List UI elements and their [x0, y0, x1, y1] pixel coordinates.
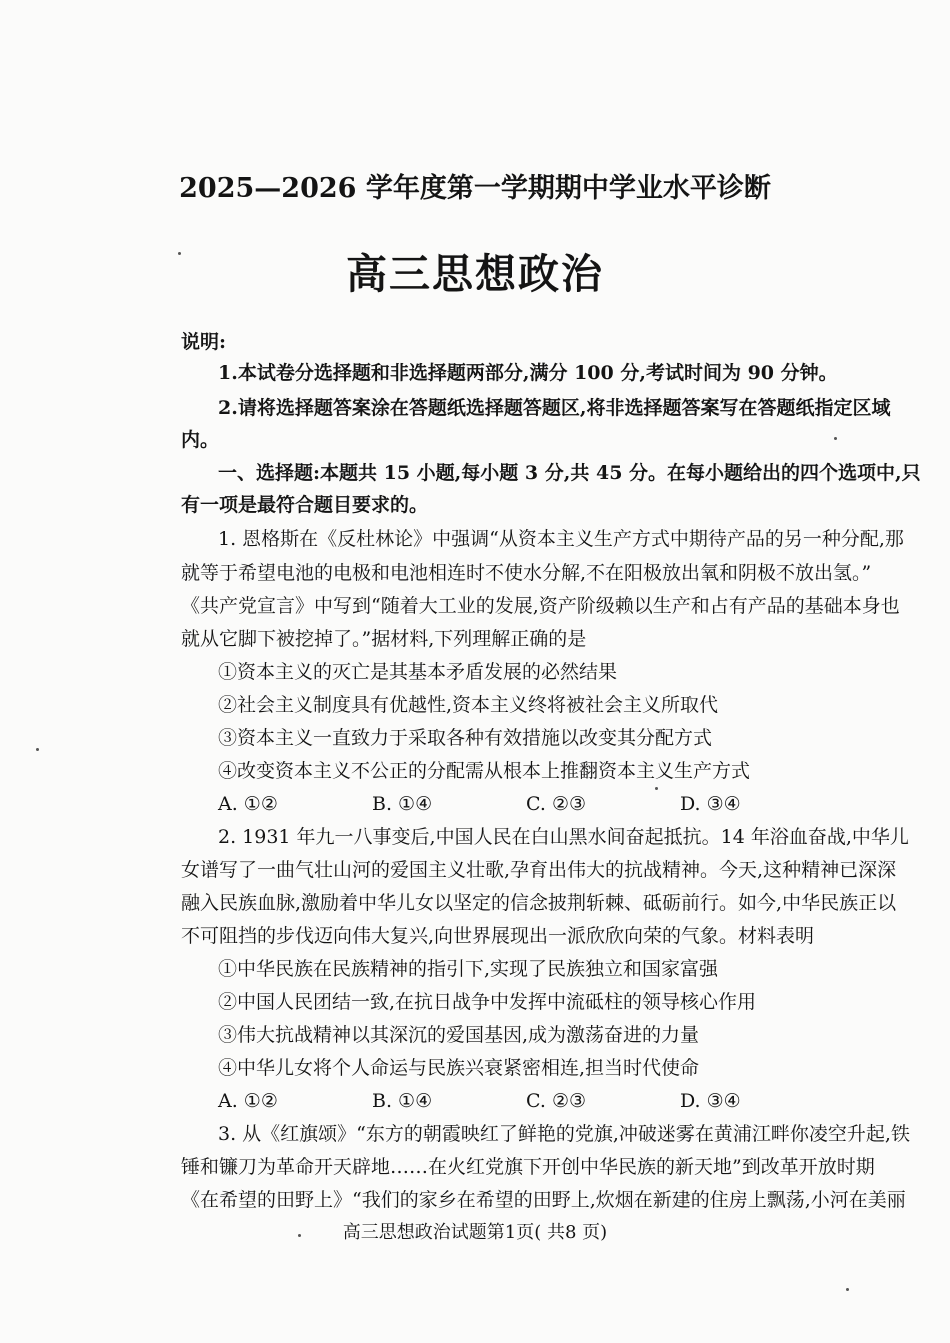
section-heading-cont: 有一项是最符合题目要求的。 [181, 494, 429, 516]
q2-stem-line: 不可阻挡的步伐迈向伟大复兴,向世界展现出一派欣欣向荣的气象。材料表明 [181, 925, 815, 947]
q1-statement-4: ④改变资本主义不公正的分配需从根本上推翻资本主义生产方式 [218, 760, 751, 782]
q2-stem-line: 2. 1931 年九一八事变后,中国人民在白山黑水间奋起抵抗。14 年浴血奋战,中华儿 [218, 826, 909, 848]
instructions-label: 说明: [181, 331, 227, 353]
exam-title: 2025—2026 学年度第一学期期中学业水平诊断 [179, 173, 771, 204]
q3-stem-line: 《在希望的田野上》“我们的家乡在希望的田野上,炊烟在新建的住房上飘荡,小河在美丽 [181, 1189, 906, 1211]
q2-statement-2: ②中国人民团结一致,在抗日战争中发挥中流砥柱的领导核心作用 [218, 991, 757, 1013]
q3-stem-line: 3. 从《红旗颂》“东方的朝霞映红了鲜艳的党旗,冲破迷雾在黄浦江畔你凌空升起,铁 [218, 1123, 910, 1145]
q1-stem-line: 就从它脚下被挖掉了。”据材料,下列理解正确的是 [181, 628, 587, 650]
instruction-item-1: 1.本试卷分选择题和非选择题两部分,满分 100 分,考试时间为 90 分钟。 [218, 362, 838, 384]
q1-statement-3: ③资本主义一直致力于采取各种有效措施以改变其分配方式 [218, 727, 713, 749]
instruction-item-2-cont: 内。 [181, 429, 220, 451]
instruction-item-2: 2.请将选择题答案涂在答题纸选择题答题区,将非选择题答案写在答题纸指定区域 [218, 397, 891, 419]
q2-statement-1: ①中华民族在民族精神的指引下,实现了民族独立和国家富强 [218, 958, 719, 980]
q1-statement-2: ②社会主义制度具有优越性,资本主义终将被社会主义所取代 [218, 694, 719, 716]
scan-speck [298, 1234, 301, 1237]
q1-option-c: C. ②③ [526, 793, 587, 815]
q1-option-b: B. ①④ [372, 793, 433, 815]
q2-stem-line: 女谱写了一曲气壮山河的爱国主义壮歌,孕育出伟大的抗战精神。今天,这种精神已深深 [181, 859, 897, 881]
page-footer: 高三思想政治试题第1页( 共8 页) [342, 1222, 608, 1243]
q2-option-d: D. ③④ [680, 1090, 741, 1112]
q1-statement-1: ①资本主义的灭亡是其基本矛盾发展的必然结果 [218, 661, 618, 683]
scan-speck [834, 437, 837, 440]
q2-statement-3: ③伟大抗战精神以其深沉的爱国基因,成为激荡奋进的力量 [218, 1024, 700, 1046]
scan-speck [846, 1288, 849, 1291]
q1-stem-line: 就等于希望电池的电极和电池相连时不使水分解,不在阳极放出氧和阴极不放出氢。” [181, 562, 872, 584]
subject-title: 高三思想政治 [346, 250, 604, 298]
q1-stem-line: 1. 恩格斯在《反杜林论》中强调“从资本主义生产方式中期待产品的另一种分配,那 [218, 528, 904, 550]
q2-statement-4: ④中华儿女将个人命运与民族兴衰紧密相连,担当时代使命 [218, 1057, 700, 1079]
scan-speck [178, 252, 181, 255]
q1-stem-line: 《共产党宣言》中写到“随着大工业的发展,资产阶级赖以生产和占有产品的基础本身也 [181, 595, 900, 617]
q1-option-a: A. ①② [218, 793, 278, 815]
q1-option-d: D. ③④ [680, 793, 741, 815]
q2-option-b: B. ①④ [372, 1090, 433, 1112]
q2-stem-line: 融入民族血脉,激励着中华儿女以坚定的信念披荆斩棘、砥砺前行。如今,中华民族正以 [181, 892, 897, 914]
scan-speck [36, 748, 39, 751]
q3-stem-line: 锤和镰刀为革命开天辟地……在火红党旗下开创中华民族的新天地”到改革开放时期 [181, 1156, 875, 1178]
scan-speck [655, 787, 658, 790]
q2-option-a: A. ①② [218, 1090, 278, 1112]
section-heading: 一、选择题:本题共 15 小题,每小题 3 分,共 45 分。在每小题给出的四个选项中,只 [218, 462, 921, 484]
q2-option-c: C. ②③ [526, 1090, 587, 1112]
